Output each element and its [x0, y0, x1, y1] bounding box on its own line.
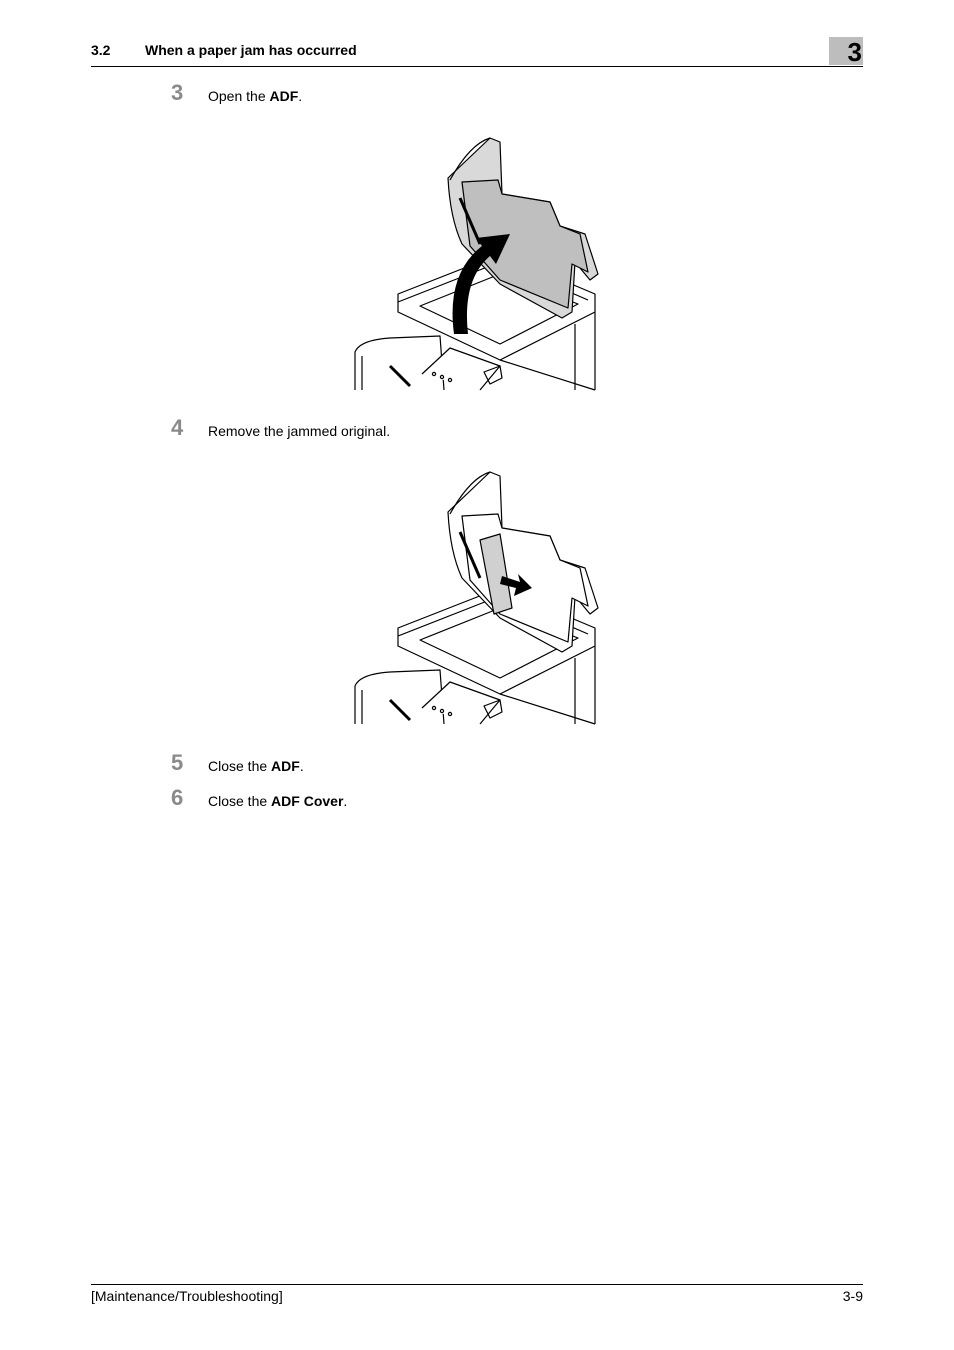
- step-5-number: 5: [171, 750, 184, 775]
- step-5-text: Close the ADF.: [208, 758, 304, 774]
- step-6-text: Close the ADF Cover.: [208, 793, 348, 809]
- step-4-text: Remove the jammed original.: [208, 423, 391, 439]
- page-number: 3-9: [842, 1288, 863, 1304]
- step-6-number: 6: [171, 785, 184, 810]
- section-title: When a paper jam has occurred: [145, 42, 357, 58]
- page-footer: [91, 1284, 863, 1304]
- page-header: [91, 37, 863, 67]
- step-3-number: 3: [171, 80, 184, 105]
- step-3-text: Open the ADF.: [208, 88, 303, 104]
- adf-open-illustration: [350, 134, 604, 392]
- chapter-number: 3: [847, 37, 862, 67]
- remove-jammed-original-illustration: [350, 468, 604, 726]
- footer-manual-title: [Maintenance/Troubleshooting]: [91, 1288, 283, 1304]
- section-number: 3.2: [91, 42, 111, 58]
- step-4-number: 4: [171, 415, 184, 440]
